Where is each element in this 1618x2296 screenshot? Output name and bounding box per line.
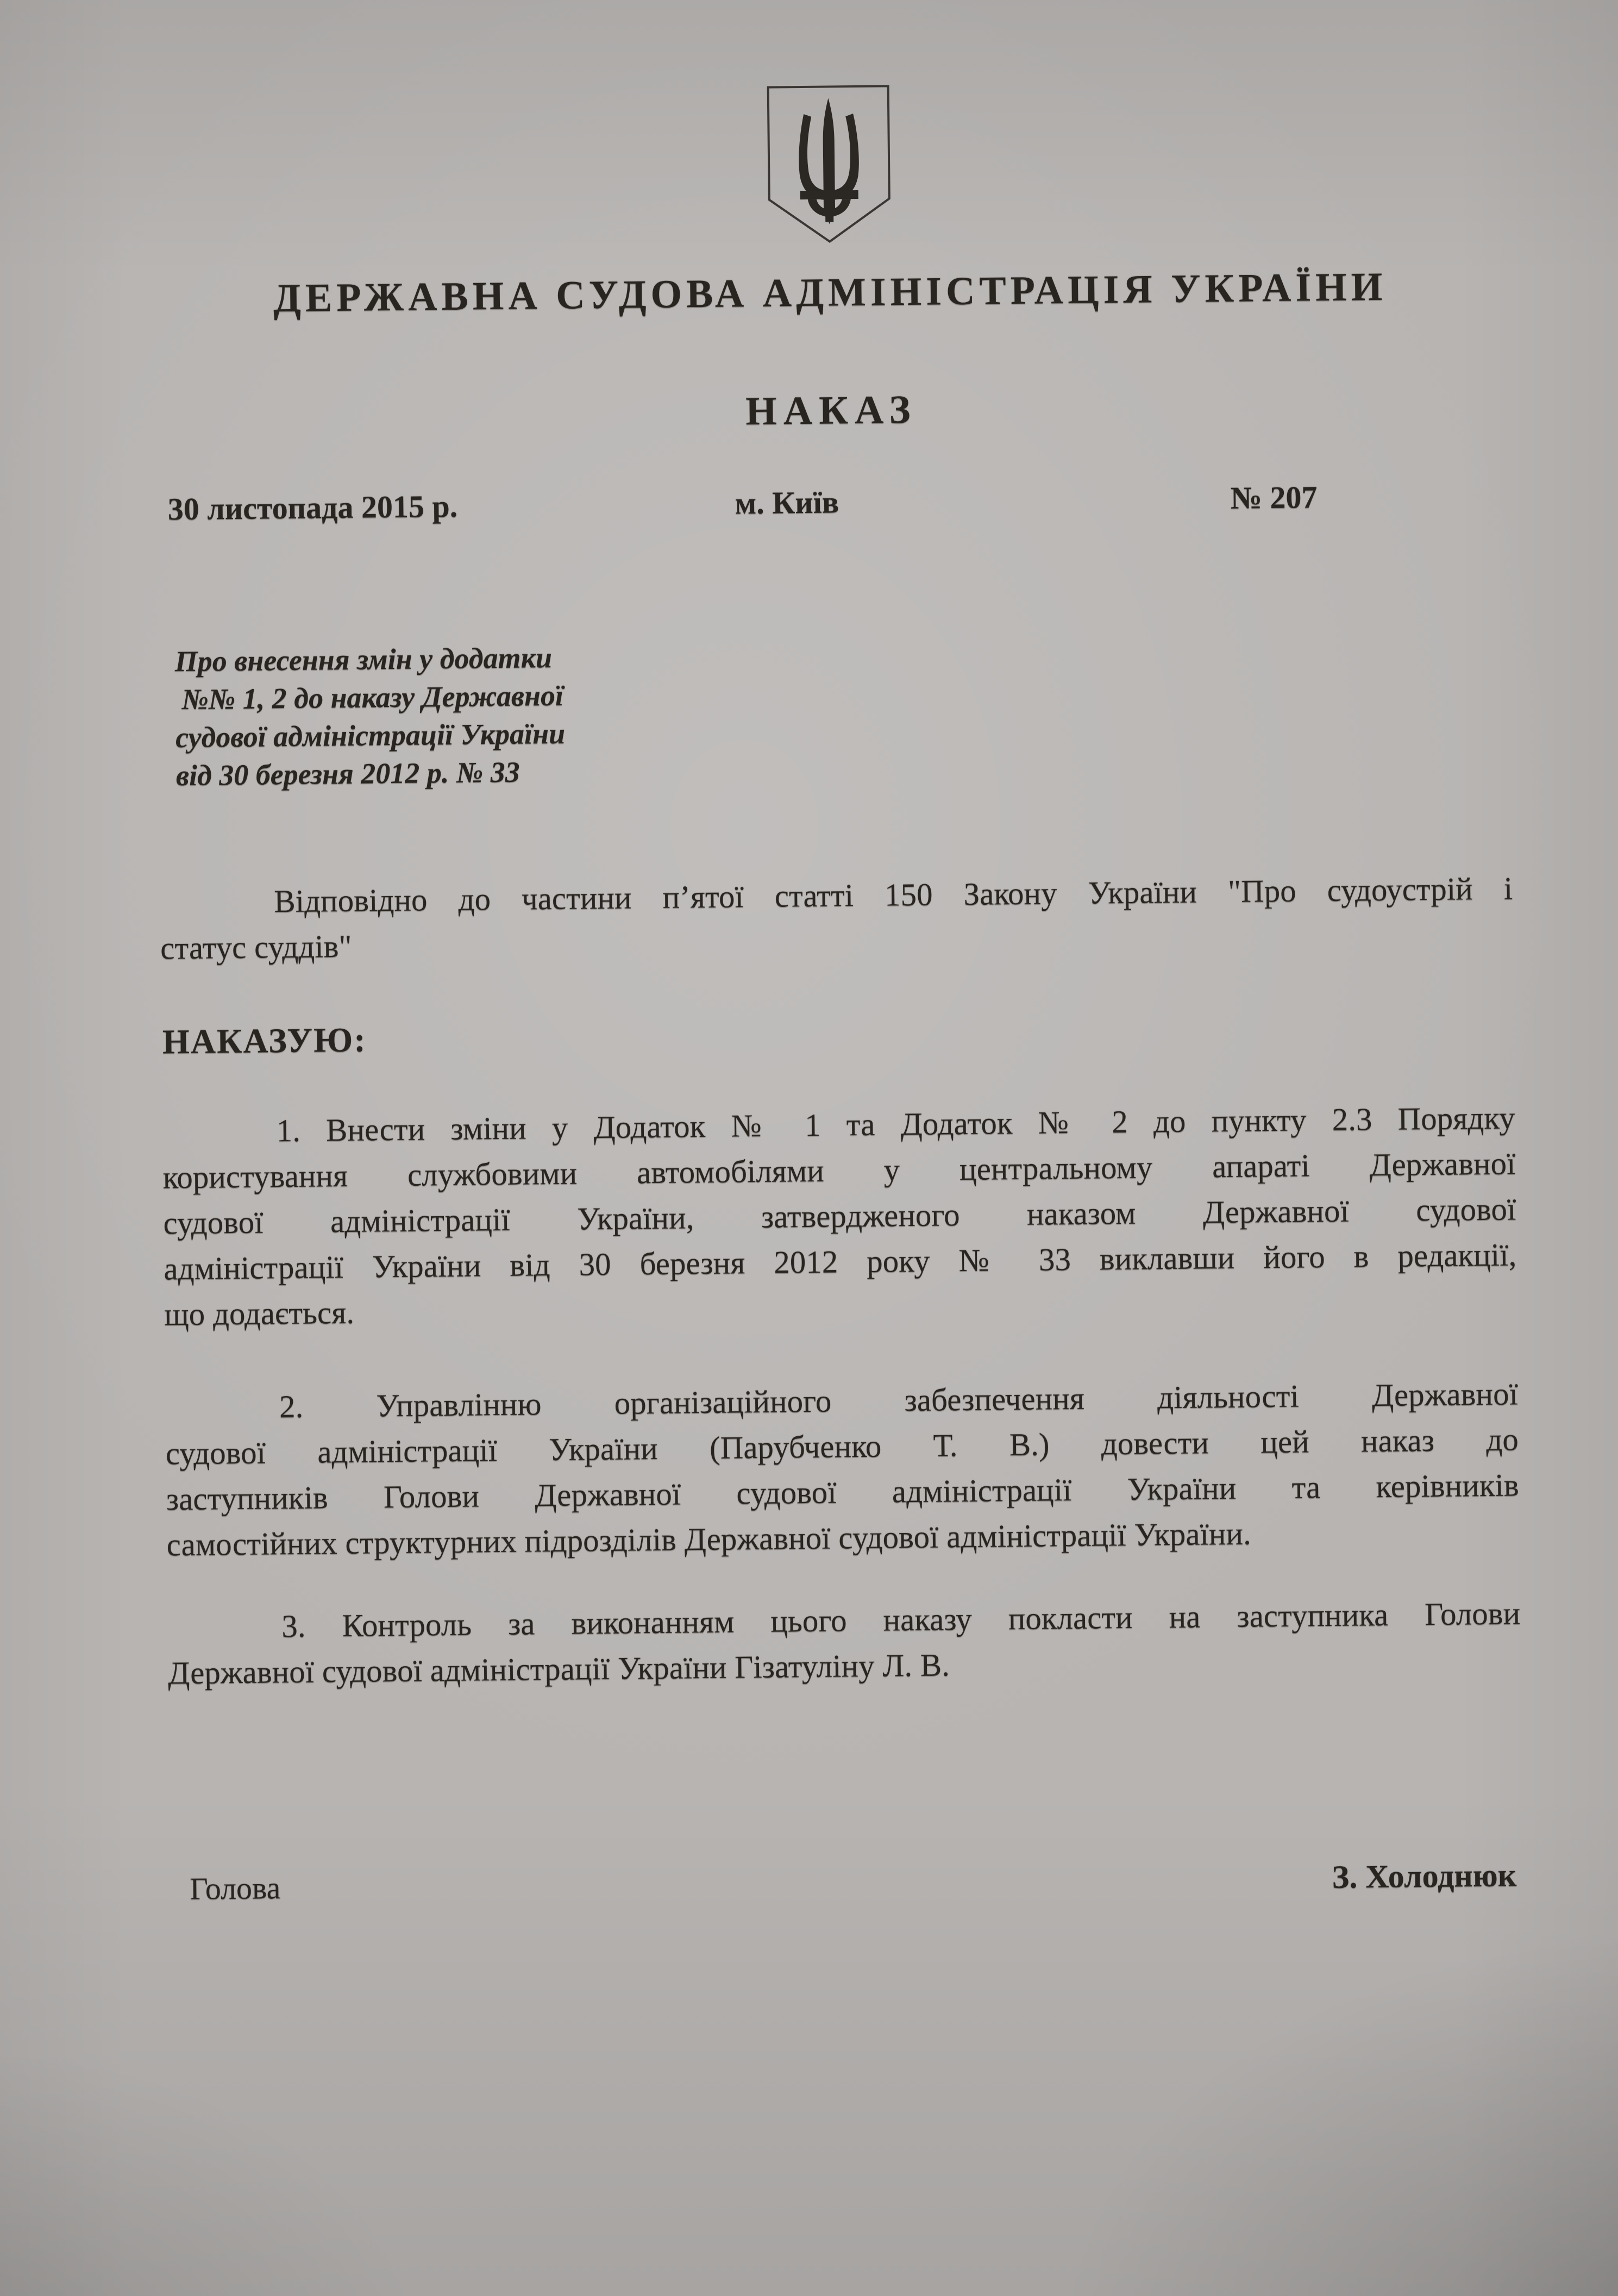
- org-name-title: ДЕРЖАВНА СУДОВА АДМІНІСТРАЦІЯ УКРАЇНИ: [273, 264, 1387, 321]
- order-item-line: Державної судової адміністрації України Гізатуліну Л. В.: [167, 1647, 950, 1691]
- order-item-line: 3. Контроль за виконанням цього наказу покласти на заступника Голови: [281, 1595, 1521, 1644]
- signature-name: З. Холоднюк: [1332, 1857, 1517, 1895]
- document-date: 30 листопада 2015 р.: [167, 488, 458, 527]
- signature-row: [170, 1856, 1523, 1925]
- order-item-line: судової адміністрації України (Парубченко Т. В.) довести цей наказ до: [165, 1421, 1519, 1472]
- order-item-line: заступників Голови Державної судової адміністрації України та керівників: [166, 1467, 1520, 1517]
- order-item-line: користування службовими автомобілями у центральному апараті Державної: [162, 1145, 1516, 1196]
- preamble-paragraph: [160, 865, 1514, 971]
- subject-line: судової адміністрації України: [175, 717, 566, 754]
- order-item-line: самостійних структурних підрозділів Державної судової адміністрації України.: [166, 1515, 1252, 1563]
- trident-icon: [764, 83, 894, 246]
- document-place: м. Київ: [735, 484, 839, 521]
- document-number: № 207: [1230, 479, 1318, 516]
- order-item-1: [162, 1094, 1517, 1337]
- order-item-line: адміністрації України від 30 березня 2012 року № 33 виклавши його в редакції,: [164, 1236, 1517, 1287]
- order-item-2: [165, 1371, 1520, 1567]
- order-keyword: НАКАЗУЮ:: [162, 1020, 367, 1061]
- order-item-line: 1. Внести зміни у Додаток № 1 та Додаток № 2 до пункту 2.3 Порядку: [276, 1099, 1515, 1149]
- order-item-line: 2. Управлінню організаційного забезпечення діяльності Державної: [279, 1375, 1519, 1425]
- emblem: [764, 83, 894, 246]
- preamble-line: Відповідно до частини п’ятої статті 150 Закону України "Про судоустрій і: [273, 870, 1513, 919]
- subject-line: від 30 березня 2012 р. № 33: [175, 755, 520, 792]
- order-item-line: судової адміністрації України, затвердженого наказом Державної судової: [163, 1191, 1516, 1241]
- subject-block: [174, 636, 752, 794]
- order-document: [150, 0, 1527, 2296]
- order-item-line: що додається.: [164, 1294, 355, 1332]
- preamble-line: статус суддів": [160, 928, 352, 966]
- date-line: [155, 477, 1509, 540]
- subject-line: №№ 1, 2 до наказу Державної: [181, 679, 564, 716]
- subject-line: Про внесення змін у додатки: [174, 641, 553, 678]
- signature-role: Голова: [189, 1870, 281, 1907]
- document-type-heading: НАКАЗ: [745, 387, 917, 434]
- order-item-3: [167, 1590, 1521, 1696]
